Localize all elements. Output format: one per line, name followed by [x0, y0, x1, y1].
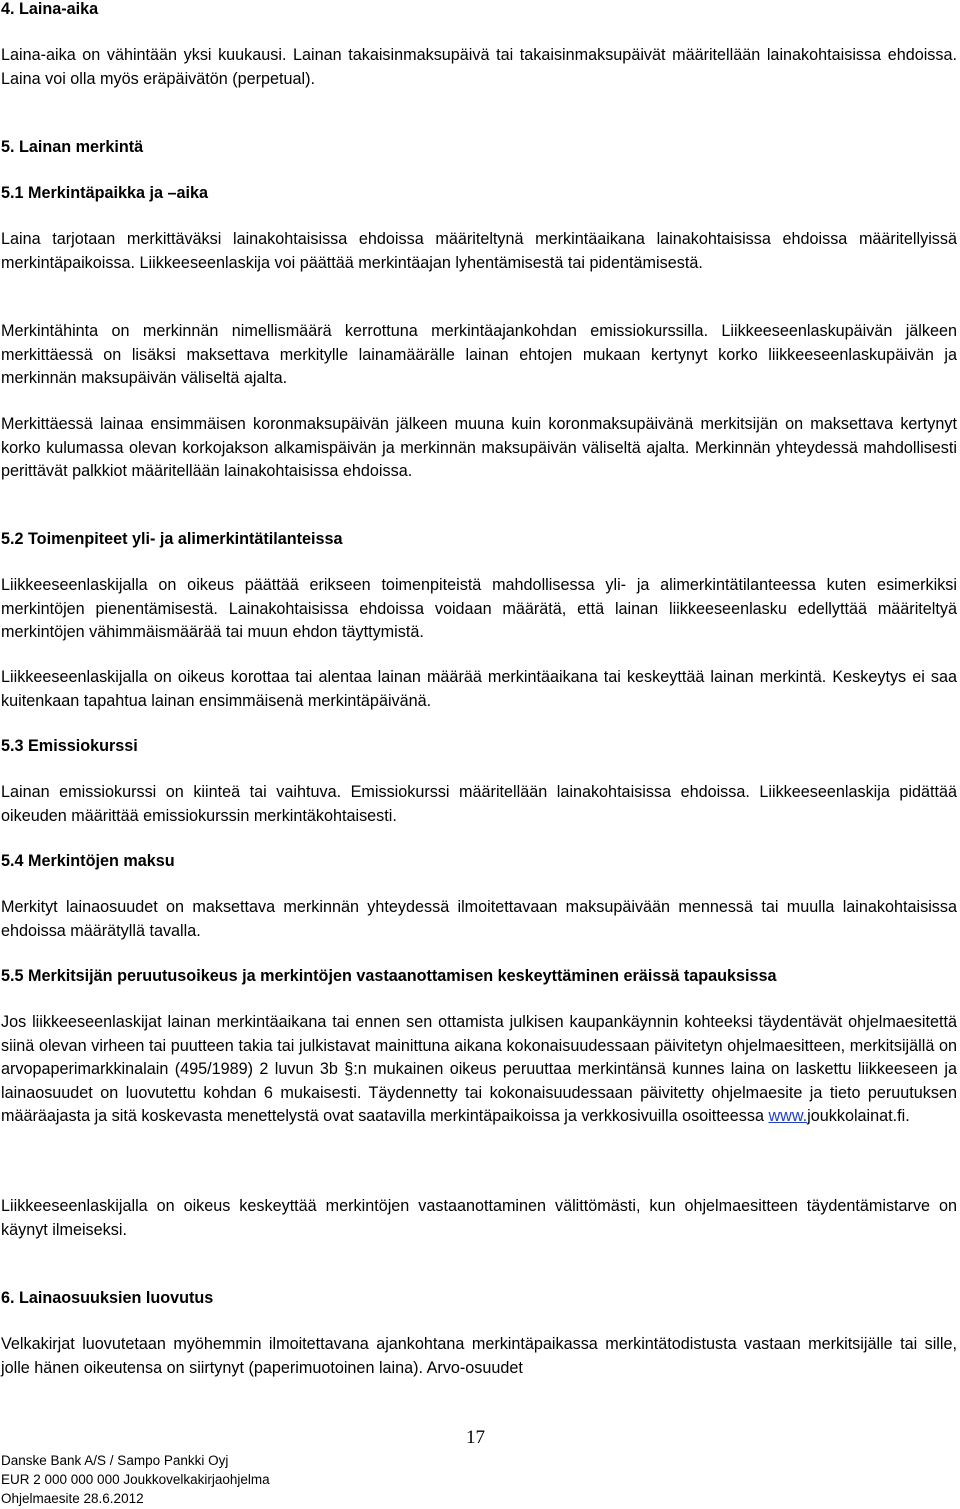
- section-5-2-heading: 5.2 Toimenpiteet yli- ja alimerkintätilanteissa: [1, 530, 343, 548]
- section-4-paragraph: Laina-aika on vähintään yksi kuukausi. Lainan takaisinmaksupäivä tai takaisinmaksupäivät määritellään lainakohtaisissa ehdoissa. Laina voi olla myös eräpäivätön (perpetual).: [1, 46, 957, 88]
- section-5-4-heading: 5.4 Merkintöjen maksu: [1, 852, 175, 870]
- section-5-3-paragraph: Lainan emissiokurssi on kiinteä tai vaihtuva. Emissiokurssi määritellään lainakohtaisissa ehdoissa. Liikkeeseenlaskija pidättää oikeuden määrittää emissiokurssin merkintäkohtaisesti.: [1, 783, 957, 825]
- section-5-5-paragraph-2: Liikkeeseenlaskijalla on oikeus keskeyttää merkintöjen vastaanottaminen välittömästi, kun ohjelmaesitteen täydentämistarve on käynyt ilmeiseksi.: [1, 1197, 957, 1239]
- footer-line-2: EUR 2 000 000 000 Joukkovelkakirjaohjelma: [1, 1472, 270, 1487]
- section-5-3-heading: 5.3 Emissiokurssi: [1, 737, 138, 755]
- footer-line-1: Danske Bank A/S / Sampo Pankki Oyj: [1, 1453, 229, 1468]
- section-4-heading: 4. Laina-aika: [1, 0, 99, 18]
- footer-line-3: Ohjelmaesite 28.6.2012: [1, 1491, 144, 1506]
- section-5-1-paragraph-1: Laina tarjotaan merkittäväksi lainakohtaisissa ehdoissa määriteltynä merkintäaikana lainakohtaisissa ehdoissa määritellyissä merkintäpaikoissa. Liikkeeseenlaskija voi päättää merkintäajan lyhentämisestä tai pidentämisestä.: [1, 230, 957, 272]
- section-5-5-heading: 5.5 Merkitsijän peruutusoikeus ja merkintöjen vastaanottamisen keskeyttäminen eräissä tapauksissa: [1, 967, 777, 985]
- section-6-heading: 6. Lainaosuuksien luovutus: [1, 1289, 214, 1307]
- section-5-1-paragraph-3: Merkittäessä lainaa ensimmäisen koronmaksupäivän jälkeen muuna kuin koronmaksupäivänä merkitsijän on maksettava kertynyt korko kulumassa olevan korkojakson alkamispäivän ja merkinnän maksupäivän väliseltä ajalta. Merkinnän yhteydessä mahdollisesti perittävät palkkiot määritellään lainakohtaisissa ehdoissa.: [1, 415, 957, 480]
- section-5-5-paragraph-1: [1, 1011, 957, 1129]
- section-5-4-paragraph: Merkityt lainaosuudet on maksettava merkinnän yhteydessä ilmoitettavaan maksupäivään mennessä tai muulla lainakohtaisissa ehdoissa määrätyllä tavalla.: [1, 898, 957, 940]
- website-link[interactable]: www.: [768, 1107, 808, 1125]
- section-5-heading: 5. Lainan merkintä: [1, 138, 144, 156]
- section-5-5-paragraph-1-text: Jos liikkeeseenlaskijat lainan merkintäaikana tai ennen sen ottamista julkisen kaupankäynnin kohteeksi täydentävät ohjelmaesitettä siinä olevan virheen tai puutteen takia tai julkistavat mainittuna aikana kokonaisuudessaan päivitetyn ohjelmaesitteen, merkitsijällä on arvopaperimarkkinalain (495/1989) 2 luvun 3b §:n mukainen oikeus peruuttaa merkintänsä kunnes laina on laskettu liikkeeseen ja lainaosuudet on luovutettu kohdan 6 mukaisesti. Täydennetty tai kokonaisuudessaan päivitetty ohjelmaesite ja tieto peruutuksen määräajasta ja sitä koskevasta menettelystä ovat saatavilla merkintäpaikoissa ja verkkosivuilla osoitteessa: [1, 1013, 957, 1125]
- section-5-1-heading: 5.1 Merkintäpaikka ja –aika: [1, 184, 208, 202]
- section-5-1-paragraph-2: Merkintähinta on merkinnän nimellismäärä kerrottuna merkintäajankohdan emissiokurssilla. Liikkeeseenlaskupäivän jälkeen merkittäessä on lisäksi maksettava merkitylle lainamäärälle lainan ehtojen mukaan kertynyt korko liikkeeseenlaskupäivän ja merkinnän maksupäivän väliseltä ajalta.: [1, 322, 957, 387]
- section-6-paragraph: Velkakirjat luovutetaan myöhemmin ilmoitettavana ajankohtana merkintäpaikassa merkintätodistusta vastaan merkitsijälle tai sille, jolle hänen oikeutensa on siirtynyt (paperimuotoinen laina). Arvo-osuudet: [1, 1335, 957, 1377]
- page-number: 17: [466, 1427, 485, 1448]
- website-link-rest: joukkolainat.fi.: [807, 1107, 910, 1125]
- section-5-2-paragraph-1: Liikkeeseenlaskijalla on oikeus päättää erikseen toimenpiteistä mahdollisessa yli- ja alimerkintätilanteessa kuten esimerkiksi merkintöjen pienentämisestä. Lainakohtaisissa ehdoissa voidaan määrätä, että lainan liikkeeseenlasku edellyttää määriteltyä merkintöjen vähimmäismäärää tai muun ehdon täyttymistä.: [1, 576, 957, 641]
- section-5-2-paragraph-2: Liikkeeseenlaskijalla on oikeus korottaa tai alentaa lainan määrää merkintäaikana tai keskeyttää lainan merkintä. Keskeytys ei saa kuitenkaan tapahtua lainan ensimmäisenä merkintäpäivänä.: [1, 668, 957, 710]
